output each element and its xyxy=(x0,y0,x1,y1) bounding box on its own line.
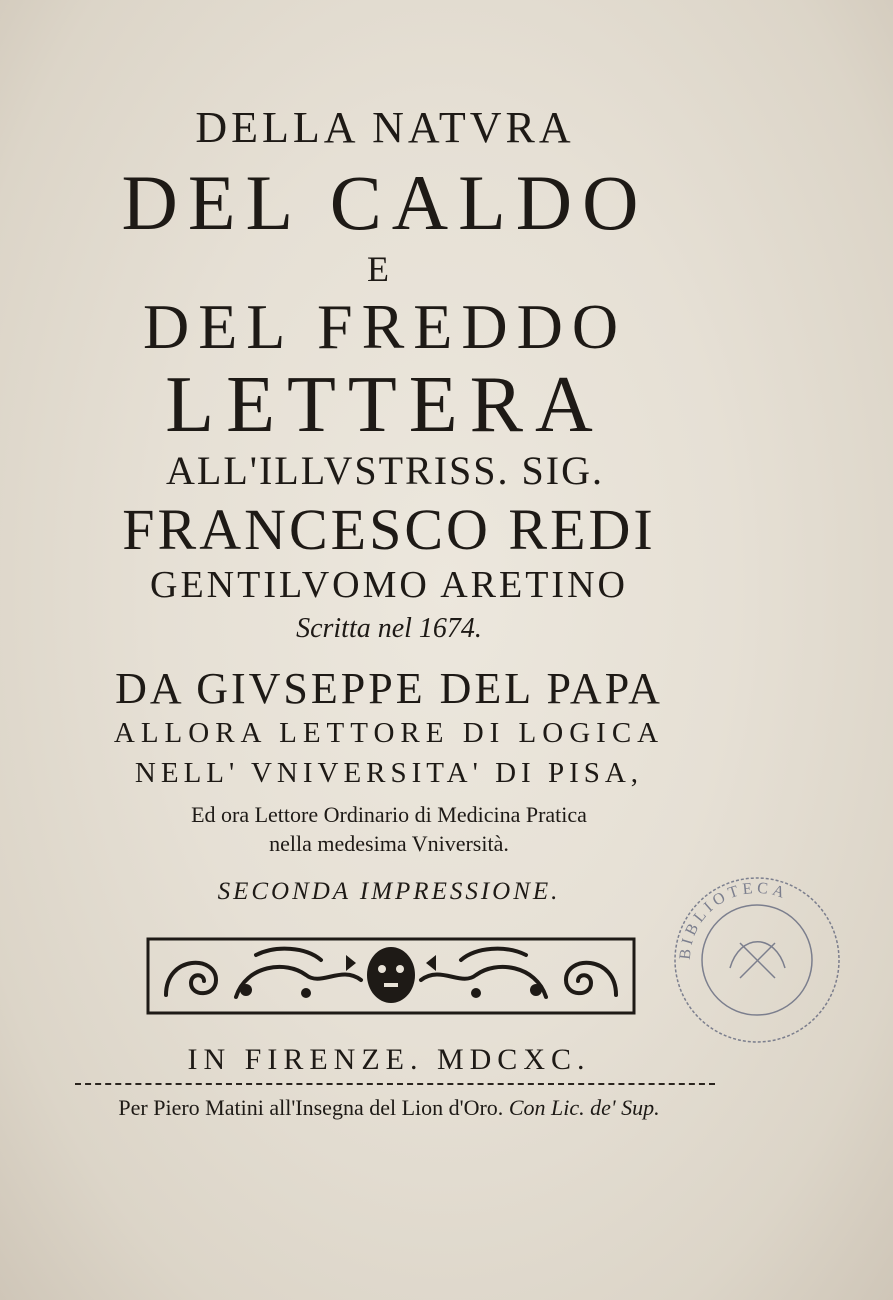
title-line-e: E xyxy=(367,249,389,289)
dedication-line: ALL'ILLVSTRISS. SIG. xyxy=(166,448,604,493)
license-note: Con Lic. de' Sup. xyxy=(508,1095,660,1120)
library-stamp-icon xyxy=(670,873,845,1048)
title-line-del-caldo: DEL CALDO xyxy=(121,159,649,246)
author-role-3: Ed ora Lettore Ordinario di Medicina Pratica xyxy=(191,802,587,827)
woodcut-ornament-icon xyxy=(146,935,636,1017)
dedicatee-title: GENTILVOMO ARETINO xyxy=(150,564,628,606)
dedicatee-name: FRANCESCO REDI xyxy=(122,497,656,562)
title-line-lettera: LETTERA xyxy=(165,361,605,449)
stamp-text: BIBLIOTECA xyxy=(676,879,791,961)
written-date: Scritta nel 1674. xyxy=(296,613,482,644)
title-line-del-freddo: DEL FREDDO xyxy=(142,291,628,362)
printer-name: Per Piero Matini all'Insegna del Lion d'Oro. xyxy=(118,1095,504,1120)
author-role-1: ALLORA LETTORE DI LOGICA xyxy=(113,717,665,749)
title-line-della-natura: DELLA NATVRA xyxy=(195,103,575,152)
printer-line xyxy=(0,1095,778,1121)
imprint-rule xyxy=(75,1083,715,1085)
author-role-4: nella medesima Vniversità. xyxy=(269,831,509,856)
imprint-place-year: IN FIRENZE. MDCXC. xyxy=(187,1043,591,1076)
author-name: DA GIVSEPPE DEL PAPA xyxy=(115,664,663,713)
edition-statement: SECONDA IMPRESSIONE. xyxy=(217,878,561,905)
author-role-2: NELL' VNIVERSITA' DI PISA, xyxy=(134,757,644,789)
